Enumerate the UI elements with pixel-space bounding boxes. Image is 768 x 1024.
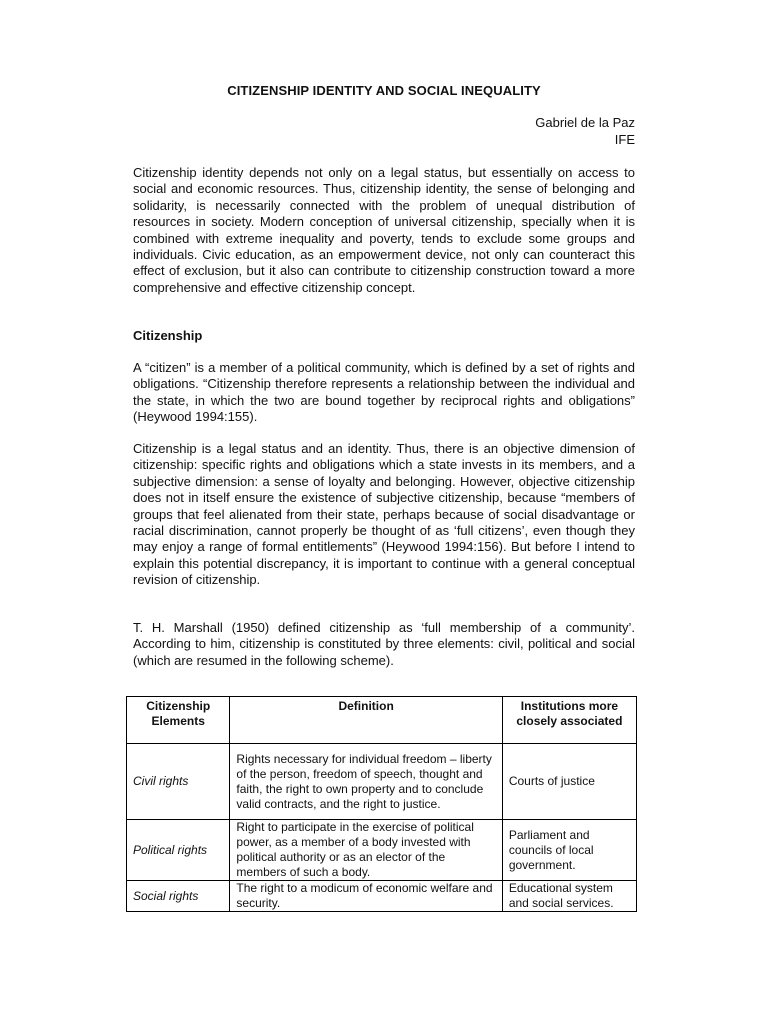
author-block <box>535 114 635 148</box>
author-name: Gabriel de la Paz <box>535 115 635 130</box>
table-cell-institutions: Courts of justice <box>502 744 636 820</box>
table-header-elements: Citizenship Elements <box>127 697 230 744</box>
table-cell-element: Political rights <box>127 820 230 881</box>
section-heading: Citizenship <box>133 328 203 343</box>
table-header-row <box>127 697 637 744</box>
citizenship-elements-table <box>126 696 637 912</box>
table-row <box>127 744 637 820</box>
table-cell-definition: Right to participate in the exercise of political power, as a member of a body invested with political authority or as an elector of the members of such a body. <box>230 820 502 881</box>
document-title: CITIZENSHIP IDENTITY AND SOCIAL INEQUALITY <box>227 83 541 98</box>
paragraph-legal-status: Citizenship is a legal status and an identity. Thus, there is an objective dimension of citizenship: specific rights and obligations which a state invests in its members, and a subjective dimension: a sense of loyalty and belonging. However, objective citizenship does not in itself ensure the existence of subjective citizenship, because “members of groups that feel alienated from their state, perhaps because of social disadvantage or racial discrimination, cannot properly be thought of as ‘full citizens’, even though they may enjoy a range of formal entitlements” (Heywood 1994:156). But before I intend to explain this potential discrepancy, it is important to continue with a general conceptual revision of citizenship. <box>133 441 635 588</box>
abstract-paragraph: Citizenship identity depends not only on a legal status, but essentially on access to social and economic resources. Thus, citizenship identity, the sense of belonging and solidarity, is necessarily connected with the problem of unequal distribution of resources in society. Modern conception of universal citizenship, specially when it is combined with extreme inequality and poverty, tends to exclude some groups and individuals. Civic education, as an empowerment device, not only can counteract this effect of exclusion, but it also can contribute to citizenship construction toward a more comprehensive and effective citizenship concept. <box>133 165 635 295</box>
paragraph-citizen-definition: A “citizen” is a member of a political community, which is defined by a set of rights and obligations. “Citizenship therefore represents a relationship between the individual and the state, in which the two are bound together by reciprocal rights and obligations” (Heywood 1994:155). <box>133 360 635 425</box>
table-cell-element: Civil rights <box>127 744 230 820</box>
table-row <box>127 881 637 912</box>
table-header-definition: Definition <box>230 697 502 744</box>
table-cell-institutions: Educational system and social services. <box>502 881 636 912</box>
paragraph-marshall: T. H. Marshall (1950) defined citizenship as ‘full membership of a community’. According to him, citizenship is constituted by three elements: civil, political and social (which are resumed in the following scheme). <box>133 620 635 668</box>
author-affiliation: IFE <box>614 132 635 147</box>
table-cell-definition: The right to a modicum of economic welfare and security. <box>230 881 502 912</box>
table-cell-definition: Rights necessary for individual freedom – liberty of the person, freedom of speech, thought and faith, the right to own property and to conclude valid contracts, and the right to justice. <box>230 744 502 820</box>
table-header-institutions: Institutions more closely associated <box>502 697 636 744</box>
table-row <box>127 820 637 881</box>
table-cell-institutions: Parliament and councils of local government. <box>502 820 636 881</box>
table-cell-element: Social rights <box>127 881 230 912</box>
